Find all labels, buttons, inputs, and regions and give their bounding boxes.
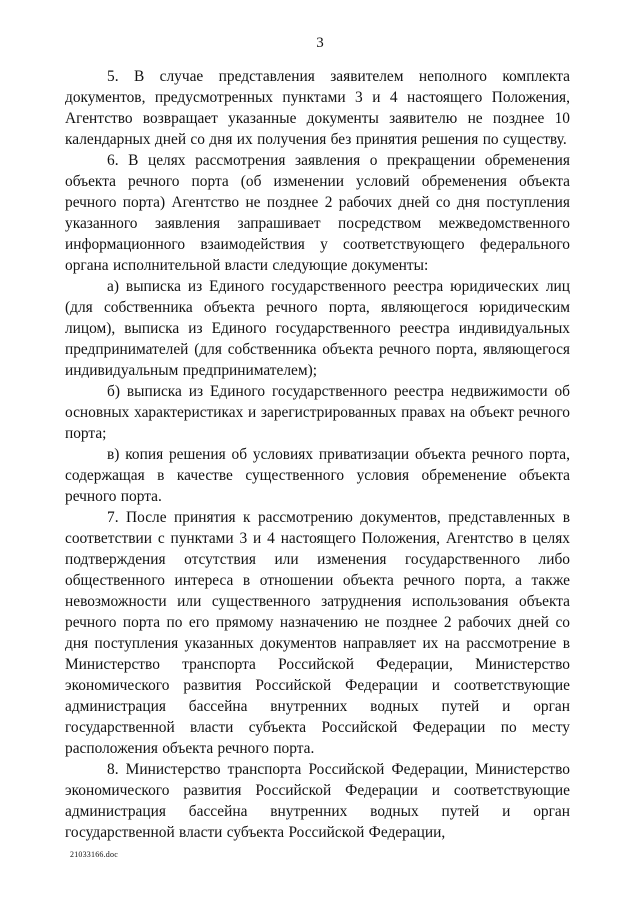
paragraph-8: 8. Министерство транспорта Российской Федерации, Министерство экономического развития Российской Федерации и соответствующие администрация бассейна внутренних водных путей и орган государственной власти субъекта Российской Федерации, (65, 761, 570, 841)
footer-filename: 21033166.doc (70, 850, 118, 859)
paragraph-6: 6. В целях рассмотрения заявления о прекращении обременения объекта речного порта (об изменении условий обременения объекта речного порта) Агентство не позднее 2 рабочих дней со дня поступления указанного заявления запрашивает посредством межведомственного информационного взаимодействия у соответствующего федерального органа исполнительной власти следующие документы: (65, 152, 570, 274)
page-number: 3 (316, 35, 324, 51)
paragraph-6-item-v: в) копия решения об условиях приватизации объекта речного порта, содержащая в качестве существенного условия обременение объекта речного порта. (65, 446, 570, 505)
paragraph-6-item-b: б) выписка из Единого государственного реестра недвижимости об основных характеристиках и зарегистрированных правах на объект речного порта; (65, 383, 570, 442)
paragraph-6-item-a: а) выписка из Единого государственного реестра юридических лиц (для собственника объекта речного порта, являющегося юридическим лицом), выписка из Единого государственного реестра индивидуальных предпринимателей (для собственника объекта речного порта, являющегося индивидуальным предпринимателем); (65, 278, 570, 379)
paragraph-7: 7. После принятия к рассмотрению документов, представленных в соответствии с пунктами 3 и 4 настоящего Положения, Агентство в целях подтверждения отсутствия или изменения государственного либо общественного интереса в отношении объекта речного порта, а также невозможности или существенного затруднения использования объекта речного порта по его прямому назначению не позднее 2 рабочих дней со дня поступления указанных документов направляет их на рассмотрение в Министерство транспорта Российской Федерации, Министерство экономического развития Российской Федерации и соответствующие администрация бассейна внутренних водных путей и орган государственной власти субъекта Российской Федерации по месту расположения объекта речного порта. (65, 509, 570, 757)
paragraph-5: 5. В случае представления заявителем неполного комплекта документов, предусмотренных пунктами 3 и 4 настоящего Положения, Агентство возвращает указанные документы заявителю не позднее 10 календарных дней со дня их получения без принятия решения по существу. (65, 68, 570, 148)
document-body (65, 66, 570, 843)
